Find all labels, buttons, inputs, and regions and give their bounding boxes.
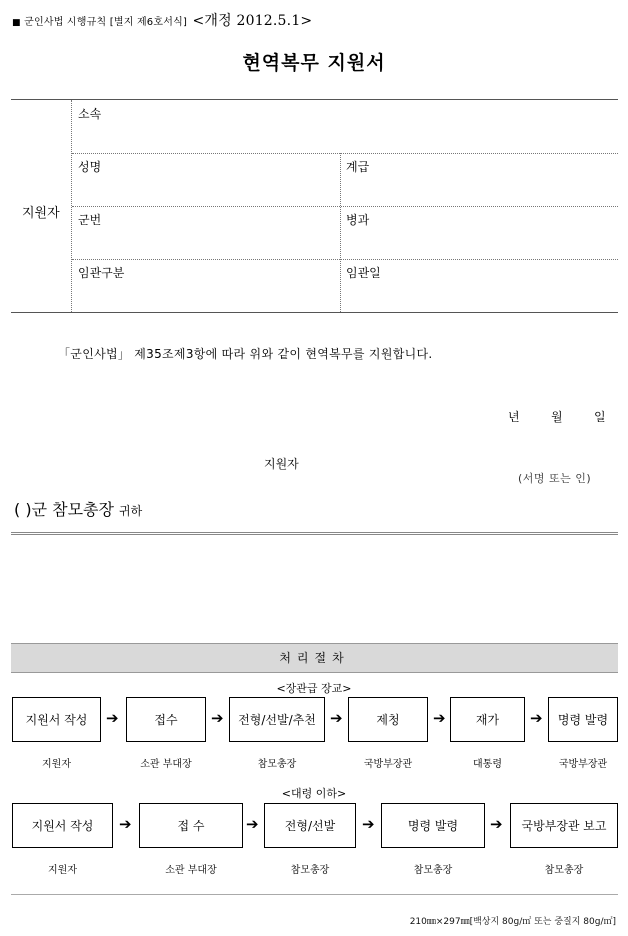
table-top-border (11, 99, 618, 100)
section-double-rule (11, 532, 618, 535)
date-year: 년 (508, 410, 520, 424)
date-month: 월 (551, 410, 563, 424)
signature-note: (서명 또는 인) (518, 472, 592, 485)
arrow-right-icon: ➔ (490, 815, 503, 833)
procedure-title-bar: 처리절차 (11, 643, 618, 673)
form-reference (12, 10, 312, 30)
flow-step-role: 참모총장 (257, 759, 297, 770)
name-label: 성명 (78, 160, 102, 174)
flow-step-role: 참모총장 (413, 865, 453, 876)
flow-step-box: 지원서 작성 (12, 803, 113, 848)
flow-step-box: 전형/선발/추천 (229, 697, 325, 742)
flow-step-role: 대통령 (473, 759, 502, 770)
page-title: 현역복무 지원서 (242, 52, 386, 74)
square-marker-icon: ■ (12, 18, 21, 28)
general-officer-heading: <장관급 장교> (276, 682, 352, 695)
flow-step-box: 전형/선발 (264, 803, 356, 848)
addressee-main: ( )군 참모총장 (14, 500, 114, 519)
statement-text: 「군인사법」 제35조제3항에 따라 위와 같이 현역복무를 지원합니다. (58, 347, 433, 361)
addressee (14, 497, 142, 520)
arrow-right-icon: ➔ (530, 709, 543, 727)
flow-step-role: 참모총장 (544, 865, 584, 876)
table-column-divider (340, 153, 341, 312)
colonel-heading: <대령 이하> (281, 787, 347, 800)
flow-step-role: 국방부장관 (558, 759, 608, 770)
form-reference-text: 군인사법 시행규칙 [별지 제6호서식] (24, 17, 188, 28)
table-row-divider (72, 206, 618, 207)
arrow-right-icon: ➔ (330, 709, 343, 727)
flow-step-role: 국방부장관 (363, 759, 413, 770)
addressee-suffix: 귀하 (119, 504, 143, 518)
flow-step-box: 접 수 (139, 803, 243, 848)
flow-step-box: 지원서 작성 (12, 697, 101, 742)
arrow-right-icon: ➔ (433, 709, 446, 727)
flow-step-box: 국방부장관 보고 (510, 803, 618, 848)
branch-label: 병과 (346, 213, 370, 227)
paper-spec-footer: 210㎜×297㎜[백상지 80g/㎡ 또는 중질지 80g/㎡] (409, 917, 616, 927)
rank-label: 계급 (346, 160, 370, 174)
arrow-right-icon: ➔ (119, 815, 132, 833)
table-bottom-border (11, 312, 618, 313)
commission-type-label: 임관구분 (78, 266, 125, 280)
table-row-divider (72, 259, 618, 260)
bottom-rule (11, 894, 618, 895)
flow-step-box: 제청 (348, 697, 428, 742)
flow-step-box: 명령 발령 (381, 803, 485, 848)
flow-step-box: 재가 (450, 697, 525, 742)
arrow-right-icon: ➔ (246, 815, 259, 833)
signature-label: 지원자 (264, 457, 299, 471)
flow-step-role: 소관 부대장 (165, 865, 217, 876)
applicant-section-label: 지원자 (22, 206, 60, 221)
service-number-label: 군번 (78, 213, 102, 227)
date-day: 일 (594, 410, 606, 424)
arrow-right-icon: ➔ (211, 709, 224, 727)
flow-step-box: 접수 (126, 697, 206, 742)
commission-date-label: 임관일 (346, 266, 381, 280)
flow-step-box: 명령 발령 (548, 697, 618, 742)
arrow-right-icon: ➔ (362, 815, 375, 833)
flow-step-role: 지원자 (42, 759, 71, 770)
affiliation-label: 소속 (78, 107, 102, 121)
flow-step-role: 지원자 (48, 865, 77, 876)
revision-date: <개정 2012.5.1> (192, 13, 313, 29)
table-row-divider (72, 153, 618, 154)
flow-step-role: 소관 부대장 (140, 759, 192, 770)
flow-step-role: 참모총장 (290, 865, 330, 876)
arrow-right-icon: ➔ (106, 709, 119, 727)
